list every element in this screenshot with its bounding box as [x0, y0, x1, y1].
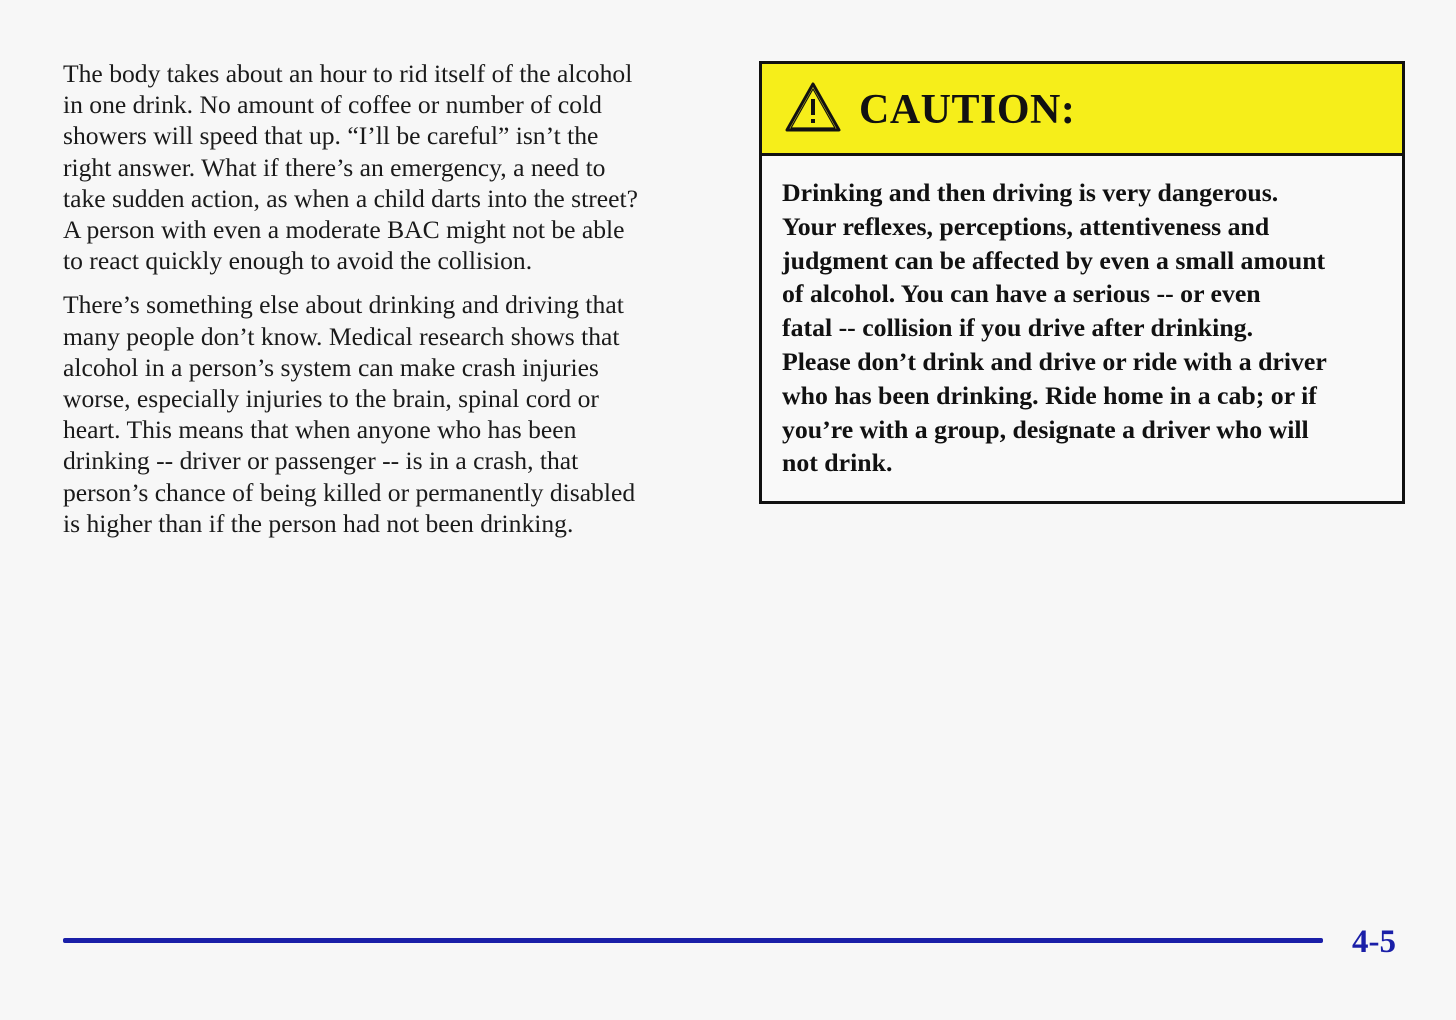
warning-triangle-icon [784, 81, 842, 133]
body-text-column [63, 58, 709, 552]
paragraph-alcohol-elimination: The body takes about an hour to rid itself of the alcohol in one drink. No amount of coffee or number of cold showers will speed that up. “I’ll be careful” isn’t the right answer. What if there’s an emergency, a need to take sudden action, as when a child darts into the street? A person with even a moderate BAC might not be able to react quickly enough to avoid the collision. [63, 59, 638, 276]
page-number: 4-5 [1352, 924, 1396, 960]
paragraph-crash-injuries: There’s something else about drinking and driving that many people don’t know. Medical research shows that alcohol in a person’s system can make crash injuries worse, especially injuries to the brain, spinal cord or heart. This means that when anyone who has been drinking -- driver or passenger -- is in a crash, that person’s chance of being killed or permanently disabled is higher than if the person had not been drinking. [63, 290, 636, 538]
caution-box [759, 61, 1405, 504]
caution-title: CAUTION: [859, 87, 1076, 133]
footer-rule [63, 938, 1323, 943]
caution-body-text: Drinking and then driving is very dangerous. Your reflexes, perceptions, attentiveness and judgment can be affected by even a small amount of alcohol. You can have a serious -- or even fatal -- collision if you drive after drinking. Please don’t drink and drive or ride with a driver who has been drinking. Ride home in a cab; or if you’re with a group, designate a driver who will not drink. [782, 178, 1327, 478]
caution-header [762, 64, 1402, 156]
